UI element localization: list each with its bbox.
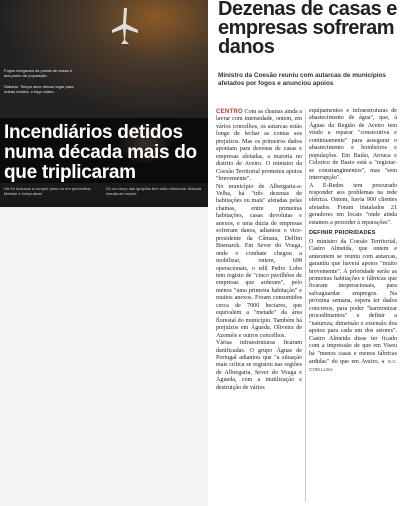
article-headline: Dezenas de casas e empresas sofreram danos xyxy=(218,0,397,58)
teaser-1: Há 94 reclusos a cumprir pena ou em preventiva. Metade é inimputável xyxy=(4,186,92,196)
paragraph: Várias infraestruturas ficaram danificadas. O grupo Águas de Portugal adiantou que "a situação mais crítica se registou nas regiões de Albergaria, Sever do Vouga e Águeda, com a inutilização e destruição de vários xyxy=(216,340,302,391)
paragraph: A E-Redes tem procurado responder aos problemas na rede elétrica. Ontem, havia 900 clientes afetados. Foram instalados 21 geradores em locais "onde ainda estamos a proceder à reparações". xyxy=(309,182,397,226)
paragraph-text: Com as chamas ainda a lavrar com intensidade, ontem, em vários concelhos, os autarcas estão longe de fechar as contas aos prejuízos. Mas os primeiros dados apontam para dezenas de casas e empresas afetadas, a maioria no distrito de Aveiro. O ministro da Coesão Territorial prometeu apoios "brevemente". xyxy=(216,109,302,183)
teasers-strip xyxy=(0,183,208,207)
paragraph: No município de Albergaria-a-Velha, há "três dezenas de habitações ou mais" afetadas pelas chamas, entre primeiras habitações, casas devolutas e anexos, e uma dúzia de empresas sofreram danos, adiantou o vice-presidente da Câmara, Delfim Bismarck. Em Sever do Vouga, onde o combate chegou a mobilizar, ontem, 698 operacionais, o edil Pedro Lobo tem registo de "cinco pavilhões de empresas que arderam", pelo menos "uma primeira habitação" e muitos anexos. Foram consumidos cerca de 7000 hectares, que equivalem a "metade" da área florestal do município. Também há prejuízos em Águeda, Oliveira de Azeméis e outros concelhos. xyxy=(216,183,302,339)
article-column-1 xyxy=(216,108,302,392)
byline-signature: E.C. COM LUSA xyxy=(309,358,397,373)
article xyxy=(210,0,400,506)
left-headline: Incendiários detidos numa década mais do que triplicaram xyxy=(4,122,197,183)
left-bottom-area xyxy=(0,207,208,506)
wildfire-photo xyxy=(0,0,208,118)
paragraph-text: O ministro da Coesão Territorial, Castro Almeida, que ontem e anteontem se reuniu com autarcas, garantiu que haverá apoios "muito brevemente". A prioridade serão as primeiras habitações e fábricas que ficaram inoperacionais, para salvaguardar empregos. Na próxima semana, espera ter dados concretos, para poder "harmonizar procedimentos" e definir a "natureza, dimensão e extensão dos apoios para cada um dos setores". Castro Almeida disse ter ficado com a impressão de que em Viseu há "menos casas e menos fábricas ardidas" do que em Aveiro. xyxy=(309,238,397,365)
section-subhead: DEFINIR PRIORIDADES xyxy=(309,230,376,237)
firefighting-plane-icon xyxy=(110,6,140,46)
paragraph xyxy=(309,239,397,375)
teaser-2: Só um terço das ignições tem mão criminosa. Maioria resulta de incúria xyxy=(106,186,202,196)
article-kicker: CENTRO xyxy=(216,108,243,115)
paragraph xyxy=(216,108,302,184)
column-divider xyxy=(305,110,306,502)
paragraph: equipamentos e infraestruturas de abastecimento de água", que, à Águas da Região de Aveiro tem vindo a reparar "consecutiva e continuamente" para assegurar o abastecimento e bombeiros e populações. Em Baião, Arouca e Celorico de Basto está a "registar-se constrangimentos", mas "sem interrupção". xyxy=(309,108,397,182)
photo-caption-2: Sábado. Tempo seco deixou lugar para outras mortes, o fogo voltou. xyxy=(4,84,74,94)
article-deck: Ministro da Coesão reuniu com autarcas de municípios afetados por fogos e anunciou apoios xyxy=(218,72,386,87)
end-mark-icon: ● xyxy=(381,359,386,365)
article-column-2 xyxy=(309,108,397,375)
photo-caption-1: Fogos chegaram às portas de casas e aos ponto de população xyxy=(4,68,73,78)
